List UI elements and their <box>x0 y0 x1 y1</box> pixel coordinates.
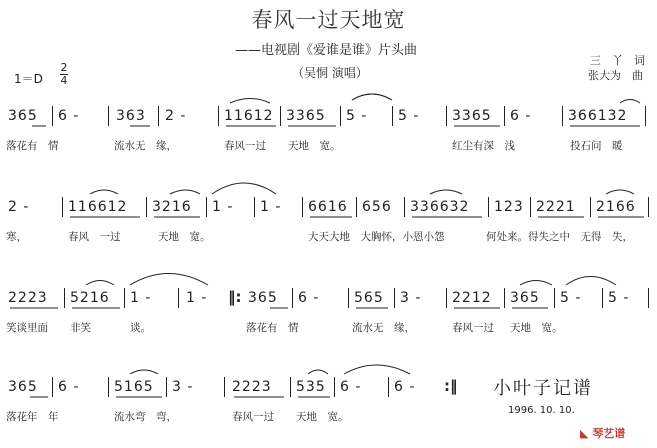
slur-arc <box>90 190 118 194</box>
measure-note: 336632 <box>410 199 470 215</box>
slur-arc <box>352 94 392 100</box>
measure-note: 6616 <box>308 199 348 215</box>
slur-arc <box>430 190 462 194</box>
lyric-line: 春风 一过 <box>68 231 121 243</box>
measure-note: 2166 <box>596 199 636 215</box>
singer-credit: （吴恫 演唱） <box>292 66 368 80</box>
measure-note: 2 - <box>8 199 30 215</box>
lyric-line: 落花有 情 <box>6 140 59 152</box>
lyric-line: 非笑 <box>70 322 91 334</box>
lyric-line: 落花有 情 <box>246 322 299 334</box>
measure-note: 116612 <box>68 199 128 215</box>
measure-note: 1 - <box>130 290 152 306</box>
lyric-line: 天地 宽。 <box>158 231 211 243</box>
transcription-date: 1996. 10. 10. <box>508 405 575 416</box>
lyric-line: 流水无 缘， <box>352 322 415 334</box>
slur-arc <box>344 365 410 374</box>
song-title: 春风一过天地宽 <box>251 8 406 32</box>
measure-note: 1 - <box>186 290 208 306</box>
lyric-line: 天地 宽。 <box>510 322 563 334</box>
logo-mark-icon: ◣ <box>580 427 589 440</box>
slur-arc <box>520 281 552 286</box>
song-subtitle: ——电视剧《爱谁是谁》片头曲 <box>235 43 418 58</box>
key-signature: 1＝D <box>14 72 43 86</box>
slur-arc <box>620 100 640 104</box>
repeat-end-sign: :‖ <box>444 377 458 395</box>
lyric-line: 春风一过 <box>232 411 274 423</box>
lyric-line: 春风一过 <box>224 140 266 152</box>
measure-note: 3365 <box>452 108 492 124</box>
slur-arc <box>566 277 616 286</box>
measure-note: 3216 <box>152 199 192 215</box>
lyric-line: 谈。 <box>130 322 151 334</box>
lyric-line: 投石问 暖 <box>570 140 623 152</box>
slur-arc <box>86 281 114 286</box>
measure-note: 1 - <box>212 199 234 215</box>
lyric-line: 落花年 年 <box>6 411 59 423</box>
measure-note: 5 - <box>608 290 630 306</box>
transcriber-signature: 小叶子记谱 <box>493 378 593 399</box>
measure-note: 6 - <box>340 379 362 395</box>
lyric-line: 何处来。得失之中 无得 失， <box>486 231 633 243</box>
measure-note: 6 - <box>58 108 80 124</box>
slur-arc <box>606 190 634 194</box>
measure-note: 365 <box>8 379 38 395</box>
measure-note: 5165 <box>114 379 154 395</box>
time-signature-top: 2 <box>60 61 68 74</box>
repeat-start-sign: ‖: <box>228 288 242 306</box>
slur-arc <box>170 190 200 194</box>
slur-arc <box>130 370 158 374</box>
lyric-line: 流水无 缘， <box>114 140 177 152</box>
measure-note: 5 - <box>560 290 582 306</box>
lyric-line: 大天大地 大胸怀，小恩小怨 <box>308 231 445 243</box>
lyricist-credit: 三 丫 词 <box>590 54 645 67</box>
measure-note: 365 <box>8 108 38 124</box>
measure-note: 6 - <box>298 290 320 306</box>
slur-arc <box>308 370 328 374</box>
lyric-line: 春风一过 <box>452 322 494 334</box>
measure-note: 3 - <box>400 290 422 306</box>
measure-note: 5 - <box>346 108 368 124</box>
lyric-line: 寒， <box>6 231 27 243</box>
measure-note: 565 <box>354 290 384 306</box>
measure-note: 535 <box>296 379 326 395</box>
measure-note: 1 - <box>260 199 282 215</box>
watermark-text: 琴艺谱 <box>592 427 626 440</box>
measure-note: 6 - <box>58 379 80 395</box>
slur-arc <box>230 99 270 104</box>
measure-note: 6 - <box>394 379 416 395</box>
slur-arc <box>212 183 276 194</box>
measure-note: 363 <box>116 108 146 124</box>
lyric-line: 流水弯 弯， <box>114 411 177 423</box>
measure-note: 5216 <box>70 290 110 306</box>
measure-note: 3365 <box>286 108 326 124</box>
composer-credit: 张大为 曲 <box>588 69 643 82</box>
time-signature-bottom: 4 <box>60 74 68 87</box>
measure-note: 2221 <box>536 199 576 215</box>
lyric-line: 笑谈里面 <box>6 322 48 334</box>
measure-note: 2212 <box>452 290 492 306</box>
measure-note: 656 <box>362 199 392 215</box>
lyric-line: 天地 宽。 <box>288 140 341 152</box>
lyric-line: 红尘有深 浅 <box>452 140 515 152</box>
measure-note: 365 <box>248 290 278 306</box>
measure-note: 366132 <box>568 108 628 124</box>
measure-note: 5 - <box>398 108 420 124</box>
measure-note: 2 - <box>165 108 187 124</box>
measure-note: 2223 <box>8 290 48 306</box>
measure-note: 123 <box>494 199 524 215</box>
measure-note: 365 <box>510 290 540 306</box>
slur-arc <box>130 274 208 286</box>
measure-note: 3 - <box>172 379 194 395</box>
measure-note: 2223 <box>232 379 272 395</box>
watermark-logo <box>580 425 625 441</box>
measure-note: 6 - <box>510 108 532 124</box>
lyric-line: 天地 宽。 <box>296 411 349 423</box>
measure-note: 11612 <box>224 108 274 124</box>
